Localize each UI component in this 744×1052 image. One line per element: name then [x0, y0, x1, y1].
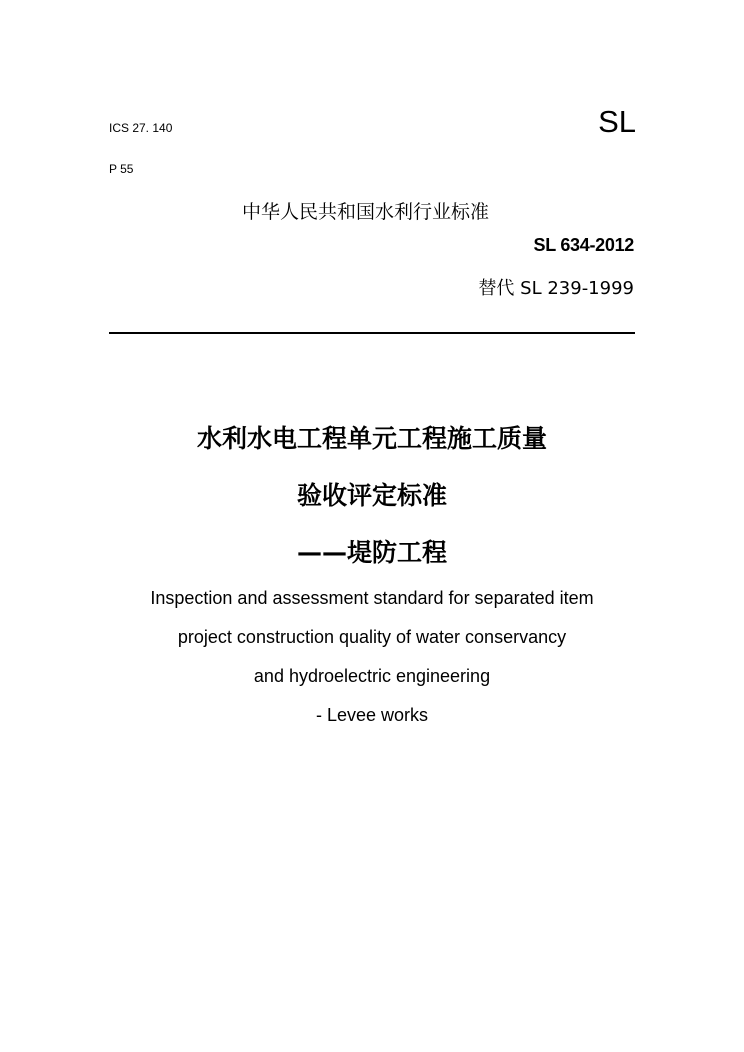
standard-mark: SL: [598, 104, 636, 139]
ccs-code: P 55: [109, 162, 134, 176]
chinese-title-line-2: 验收评定标准: [296, 481, 447, 510]
english-title-line-3: and hydroelectric engineering: [253, 666, 491, 686]
industry-standard-label: 中华人民共和国水利行业标准: [242, 201, 490, 223]
standard-number: SL 634-2012: [533, 235, 634, 255]
english-title-line-2: project construction quality of water conservancy: [177, 627, 567, 647]
header-divider: [109, 332, 635, 334]
ics-code: ICS 27. 140: [109, 121, 173, 135]
chinese-subtitle: ——堤防工程: [296, 538, 447, 567]
english-title-line-1: Inspection and assessment standard for separated item: [150, 588, 594, 608]
chinese-title-line-1: 水利水电工程单元工程施工质量: [196, 424, 547, 453]
replaces-standard: 替代 SL 239-1999: [478, 278, 634, 299]
english-subtitle: - Levee works: [315, 705, 429, 725]
